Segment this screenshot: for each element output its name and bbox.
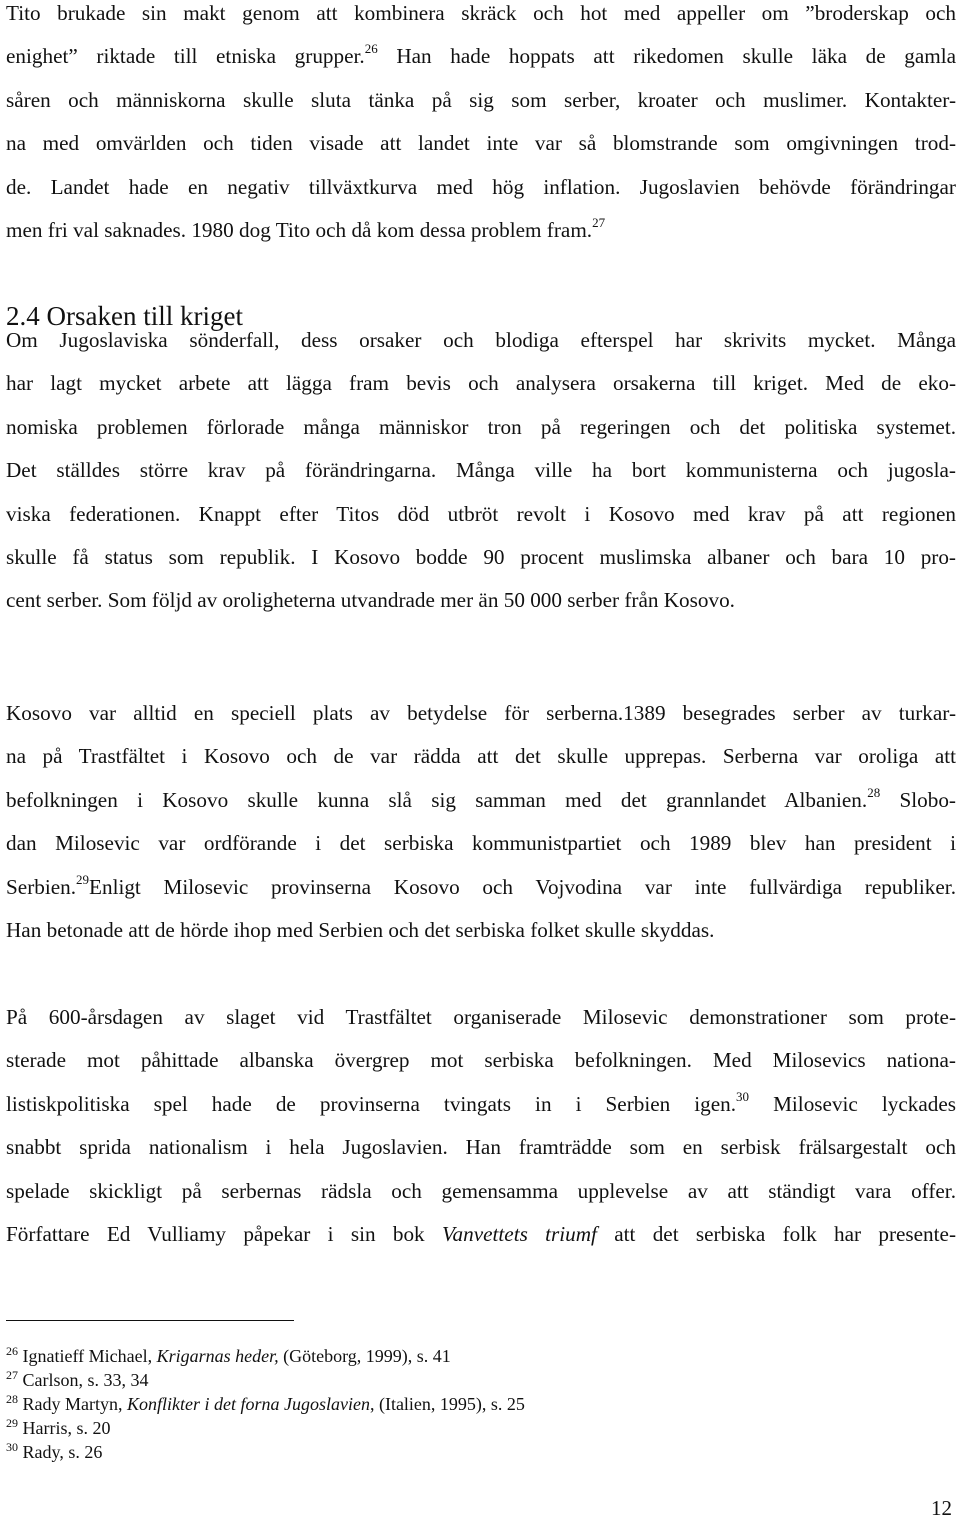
text-line: Det ställdes större krav på förändringarna. Många ville ha bort kommunisterna och jugosla- [6, 458, 956, 483]
text-line: sterade mot påhittade albanska övergrep mot serbiska befolkningen. Med Milosevics nationa- [6, 1048, 956, 1073]
text-line: viska federationen. Knappt efter Titos död utbröt revolt i Kosovo med krav på att regionen [6, 501, 956, 526]
text-line: cent serber. Som följd av oroligheterna utvandrade mer än 50 000 serber från Kosovo. [6, 588, 735, 613]
footnote-separator [6, 1320, 294, 1321]
text-line: enighet” riktade till etniska grupper.$^{26}$ Han hade hoppats att rikedomen skulle läka de gamla [6, 41, 956, 69]
text-line: På 600-årsdagen av slaget vid Trastfältet organiserade Milosevic demonstrationer som prote- [6, 1005, 956, 1029]
footnote: $^{28}$ Rady Martyn, Konflikter i det forna Jugoslavien, (Italien, 1995), s. 25 [6, 1392, 525, 1414]
text-line: har lagt mycket arbete att lägga fram bevis och analysera orsakerna till kriget. Med de eko- [6, 371, 956, 396]
paragraph-trastfaltet [6, 996, 956, 1256]
paragraph-kosovo [6, 692, 956, 952]
footnote-number: 30 [6, 1440, 18, 1454]
footnote-number: 27 [6, 1368, 18, 1382]
footnote-reference[interactable]: 27 [592, 214, 606, 230]
book-title: Vanvettets triumf [441, 1221, 597, 1246]
footnote: $^{29}$ Harris, s. 20 [6, 1416, 111, 1438]
text-line: na med omvärlden och tiden visade att landet inte var så blomstrande som omgivningen trod- [6, 131, 956, 156]
text-line: Författare Ed Vulliamy påpekar i sin bok Vanvettets triumf att det serbiska folk har presente- [6, 1221, 957, 1246]
footnote: $^{26}$ Ignatieff Michael, Krigarnas heder, (Göteborg, 1999), s. 41 [6, 1344, 451, 1366]
footnote-reference[interactable]: 26 [364, 41, 378, 57]
text-line: de. Landet hade en negativ tillväxtkurva med hög inflation. Jugoslavien behövde förändringar [6, 174, 956, 199]
footnote-reference[interactable]: 30 [736, 1088, 750, 1104]
footnote: $^{27}$ Carlson, s. 33, 34 [6, 1368, 149, 1390]
paragraph-orsaken [6, 319, 956, 623]
text-line: skulle få status som republik. I Kosovo bodde 90 procent muslimska albaner och bara 10 pro- [6, 544, 956, 569]
text-line: spelade skickligt på serbernas rädsla och gemensamma upplevelse av att ständigt vara offer. [6, 1178, 956, 1203]
text-line: Om Jugoslaviska sönderfall, dess orsaker och blodiga efterspel har skrivits mycket. Många [6, 328, 956, 352]
footnote: $^{30}$ Rady, s. 26 [6, 1440, 103, 1462]
page-number: 12 [931, 1496, 952, 1520]
text-line: nomiska problemen förlorade många människor tron på regeringen och det politiska systemet. [6, 414, 956, 439]
text-line: Serbien.$^{29}$Enligt Milosevic provinserna Kosovo och Vojvodina var inte fullvärdiga republiker. [6, 871, 956, 899]
text-line: dan Milosevic var ordförande i det serbiska kommunistpartiet och 1989 blev han president i [6, 831, 956, 856]
text-line: såren och människorna skulle sluta tänka på sig som serber, kroater och muslimer. Kontakter- [6, 87, 956, 112]
section-heading: 2.4 Orsaken till kriget [6, 301, 243, 331]
footnote-number: 26 [6, 1344, 18, 1358]
text-line: Tito brukade sin makt genom att kombinera skräck och hot med appeller om ”broderskap och [6, 1, 956, 25]
text-line: Kosovo var alltid en speciell plats av betydelse för serberna.1389 besegrades serber av turkar- [6, 701, 956, 725]
text-line: snabbt sprida nationalism i hela Jugoslavien. Han framträdde som en serbisk frälsargestalt och [6, 1135, 956, 1160]
footnotes [6, 1344, 525, 1464]
footnote-number: 29 [6, 1416, 18, 1430]
text-line: listiskpolitiska spel hade de provinserna tvingats in i Serbien igen.$^{30}$ Milosevic lyckades [6, 1088, 956, 1116]
footnote-reference[interactable]: 29 [76, 871, 90, 887]
footnote-reference[interactable]: 28 [867, 784, 881, 800]
text-line: Han betonade att de hörde ihop med Serbien och det serbiska folket skulle skyddas. [6, 917, 715, 942]
paragraph-tito [6, 0, 956, 252]
footnote-number: 28 [6, 1392, 18, 1406]
text-line: na på Trastfältet i Kosovo och de var rädda att det skulle upprepas. Serberna var oroliga att [6, 744, 956, 769]
text-line: befolkningen i Kosovo skulle kunna slå sig samman med det grannlandet Albanien.$^{28}$ Slobo- [6, 784, 956, 812]
text-line: men fri val saknades. 1980 dog Tito och då kom dessa problem fram.$^{27}$ [6, 214, 606, 242]
